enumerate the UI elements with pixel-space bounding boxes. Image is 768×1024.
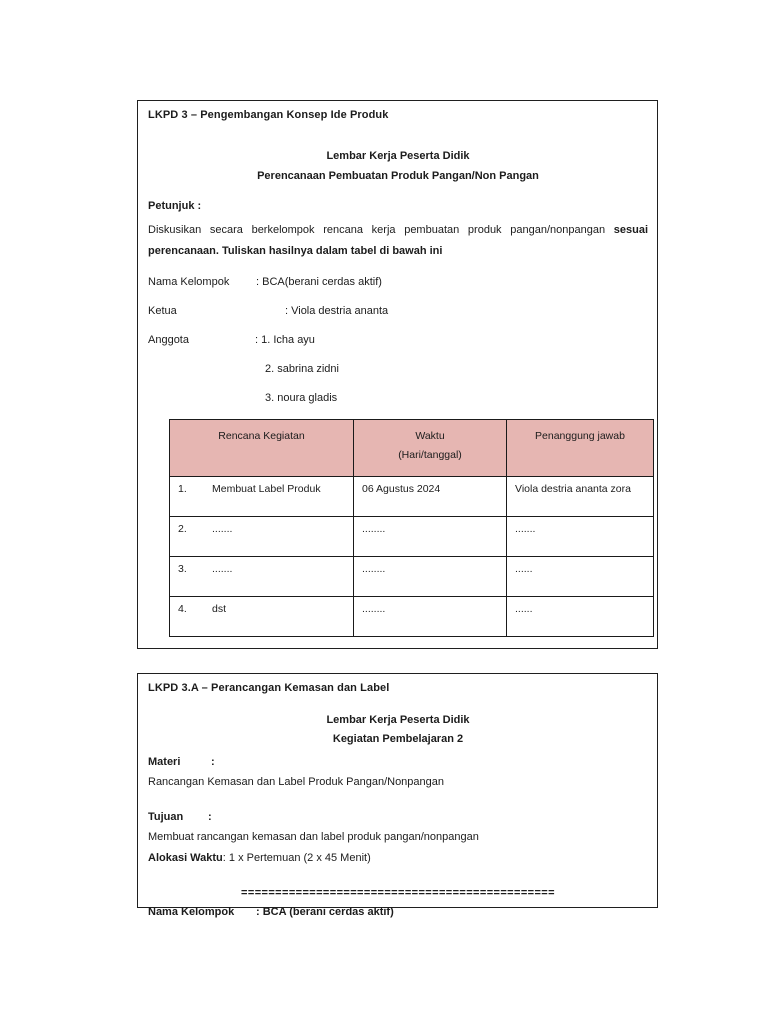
cell-waktu: 06 Agustus 2024 (354, 477, 507, 517)
nama-kelompok-row (148, 904, 648, 920)
field-label: Ketua (148, 305, 177, 317)
header-waktu-line1: Waktu (415, 430, 445, 442)
cell-penanggung-jawab: Viola destria ananta zora (507, 477, 654, 517)
equals-separator: ============================================== (241, 887, 555, 899)
nama-kelompok-label: Nama Kelompok (148, 906, 235, 918)
alokasi-waktu-label: Alokasi Waktu (148, 852, 223, 864)
instruction-paragraph (148, 220, 648, 262)
petunjuk-label: Petunjuk : (148, 200, 202, 212)
cell-waktu: ........ (354, 517, 507, 557)
header-penanggung-jawab: Penanggung jawab (507, 420, 654, 477)
tujuan-label: Tujuan (148, 811, 184, 823)
member-item: 3. noura gladis (265, 392, 338, 404)
cell-kegiatan (170, 557, 354, 597)
lkpd3a-section (137, 673, 658, 918)
table-row (170, 477, 654, 517)
instruction-normal-text: Diskusikan secara berkelompok rencana kerja pembuatan produk pangan/nonpangan (148, 224, 614, 236)
kegiatan-text: ....... (212, 523, 233, 535)
field-label: Nama Kelompok (148, 276, 230, 288)
lkpd3a-section-header: LKPD 3.A – Perancangan Kemasan dan Label (148, 682, 390, 694)
header-rencana-kegiatan: Rencana Kegiatan (170, 420, 354, 477)
tujuan-text: Membuat rancangan kemasan dan label produk pangan/nonpangan (148, 831, 479, 843)
lkpd3-section (137, 100, 658, 649)
header-waktu (354, 420, 507, 477)
cell-waktu: ........ (354, 597, 507, 637)
worksheet-title: Lembar Kerja Peserta Didik (326, 150, 470, 162)
materi-colon: : (211, 756, 215, 768)
field-value: : 1. Icha ayu (255, 334, 315, 346)
field-anggota (148, 332, 648, 349)
rencana-kegiatan-table (169, 419, 654, 637)
nama-kelompok-value: : BCA (berani cerdas aktif) (256, 906, 394, 918)
cell-penanggung-jawab: ....... (507, 517, 654, 557)
cell-penanggung-jawab: ...... (507, 597, 654, 637)
kegiatan-text: dst (212, 603, 227, 615)
lkpd3-section-header: LKPD 3 – Pengembangan Konsep Ide Produk (148, 109, 389, 121)
instruction-bold-text: sesuai perencanaan. Tuliskan hasilnya dalam tabel di bawah ini (148, 224, 648, 257)
table-row (170, 517, 654, 557)
tujuan-row (148, 809, 648, 825)
table-header-row (170, 420, 654, 477)
field-ketua (148, 303, 648, 320)
row-number: 2. (178, 523, 187, 535)
field-value: : Viola destria ananta (285, 305, 389, 317)
cell-penanggung-jawab: ...... (507, 557, 654, 597)
worksheet-subtitle-2: Kegiatan Pembelajaran 2 (332, 733, 464, 745)
kegiatan-text: ....... (212, 563, 233, 575)
cell-kegiatan (170, 477, 354, 517)
cell-kegiatan (170, 597, 354, 637)
tujuan-colon: : (208, 811, 212, 823)
row-number: 1. (178, 483, 187, 495)
alokasi-waktu-value: : 1 x Pertemuan (2 x 45 Menit) (222, 852, 371, 864)
materi-label: Materi (148, 756, 181, 768)
kegiatan-text: Membuat Label Produk (212, 483, 321, 495)
header-waktu-line2: (Hari/tanggal) (398, 449, 462, 461)
row-number: 3. (178, 563, 187, 575)
worksheet-subtitle: Perencanaan Pembuatan Produk Pangan/Non Pangan (257, 170, 539, 182)
table-row (170, 557, 654, 597)
field-nama-kelompok (148, 274, 648, 291)
alokasi-waktu-row (148, 850, 648, 866)
field-label: Anggota (148, 334, 189, 346)
cell-kegiatan (170, 517, 354, 557)
materi-row (148, 754, 648, 770)
materi-text: Rancangan Kemasan dan Label Produk Pangan/Nonpangan (148, 776, 445, 788)
member-item: 2. sabrina zidni (265, 363, 339, 375)
cell-waktu: ........ (354, 557, 507, 597)
worksheet-title-2: Lembar Kerja Peserta Didik (326, 714, 470, 726)
row-number: 4. (178, 603, 187, 615)
table-row (170, 597, 654, 637)
field-value: : BCA(berani cerdas aktif) (256, 276, 382, 288)
